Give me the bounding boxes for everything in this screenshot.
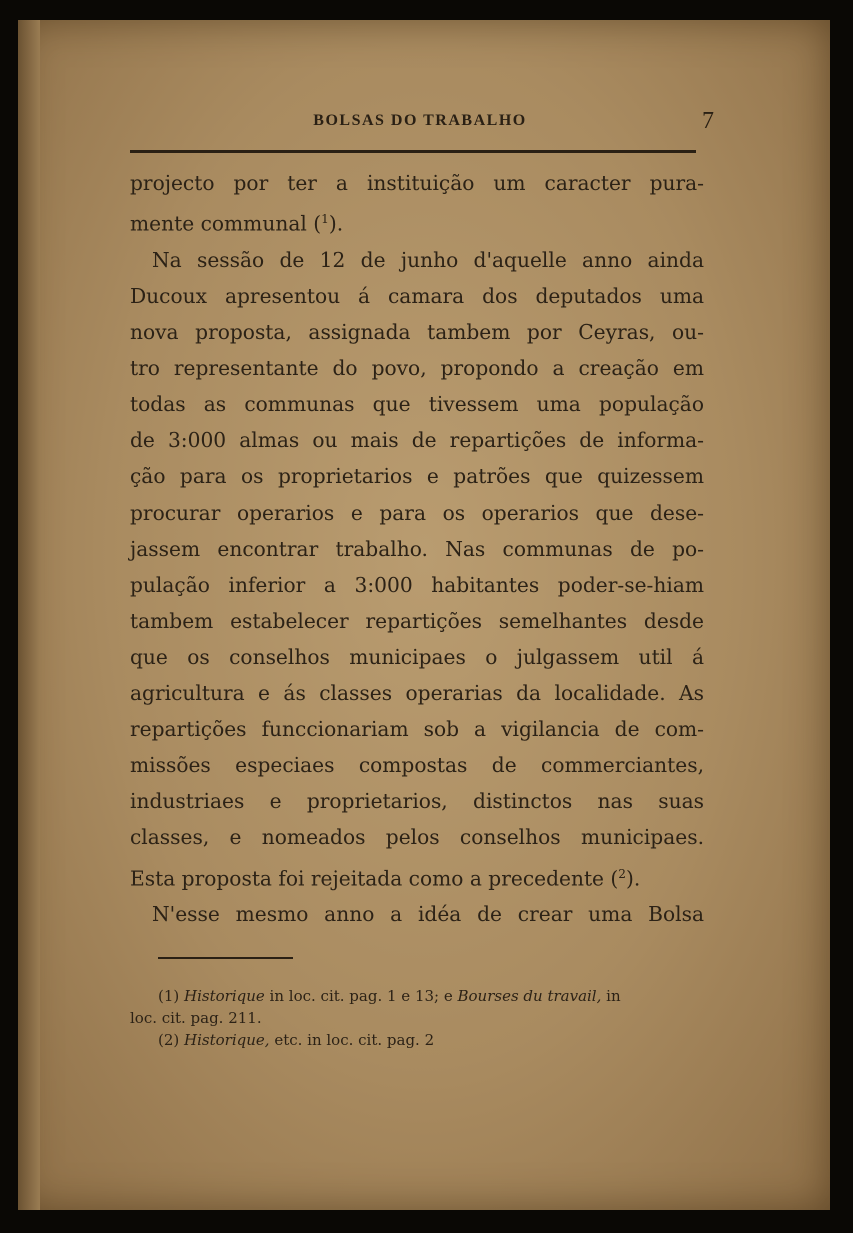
text-line: N'esse mesmo anno a idéa de crear uma Bolsa xyxy=(152,902,704,927)
text-line: pulação inferior a 3:000 habitantes poder-se-hiam xyxy=(130,572,704,597)
text-line: projecto por ter a instituição um caracter pura- xyxy=(130,171,704,195)
book-page xyxy=(18,20,830,1210)
footnote-1-continuation: loc. cit. pag. 211. xyxy=(130,1009,262,1027)
text-line: de 3:000 almas ou mais de repartições de informa- xyxy=(130,428,704,453)
footnote-1: (1) Historique in loc. cit. pag. 1 e 13; e Bourses du travail, in xyxy=(158,987,621,1005)
text-line: procurar operarios e para os operarios que dese- xyxy=(130,500,704,525)
header-rule xyxy=(130,150,696,153)
body-text xyxy=(130,165,704,932)
footnote-rule xyxy=(158,957,293,959)
text-line: que os conselhos municipaes o julgassem util á xyxy=(130,644,704,669)
text-line: Na sessão de 12 de junho d'aquelle anno ainda xyxy=(152,247,704,272)
text-line: agricultura e ás classes operarias da localidade. As xyxy=(130,681,704,706)
text-line: jassem encontrar trabalho. Nas communas de po- xyxy=(130,536,704,561)
footnote-ref: 1 xyxy=(321,212,329,227)
text-line: industriaes e proprietarios, distinctos nas suas xyxy=(130,789,704,814)
text-line: Esta proposta foi rejeitada como a precedente ($^2$). xyxy=(130,866,641,891)
page-number: 7 xyxy=(702,108,714,134)
text-line: Ducoux apresentou á camara dos deputados uma xyxy=(130,284,704,309)
text-line: todas as communas que tivessem uma população xyxy=(130,392,704,417)
text-line: classes, e nomeados pelos conselhos municipaes. xyxy=(130,825,704,850)
text-line: repartições funccionariam sob a vigilancia de com- xyxy=(130,717,704,742)
page-header xyxy=(130,108,714,136)
text-line: missões especiaes compostas de commerciantes, xyxy=(130,753,704,778)
text-line: tambem estabelecer repartições semelhantes desde xyxy=(130,608,704,633)
text-line: nova proposta, assignada tambem por Ceyras, ou- xyxy=(130,320,704,345)
footnote-ref: 2 xyxy=(618,866,627,881)
page-binding-edge xyxy=(18,20,40,1210)
text-line: tro representante do povo, propondo a creação em xyxy=(130,356,704,381)
footnotes xyxy=(130,985,708,1051)
running-title: BOLSAS DO TRABALHO xyxy=(313,112,527,129)
text-line: ção para os proprietarios e patrões que quizessem xyxy=(130,464,704,489)
text-line: mente communal ($^1$). xyxy=(130,211,344,236)
footnote-2: (2) Historique, etc. in loc. cit. pag. 2 xyxy=(158,1031,435,1049)
